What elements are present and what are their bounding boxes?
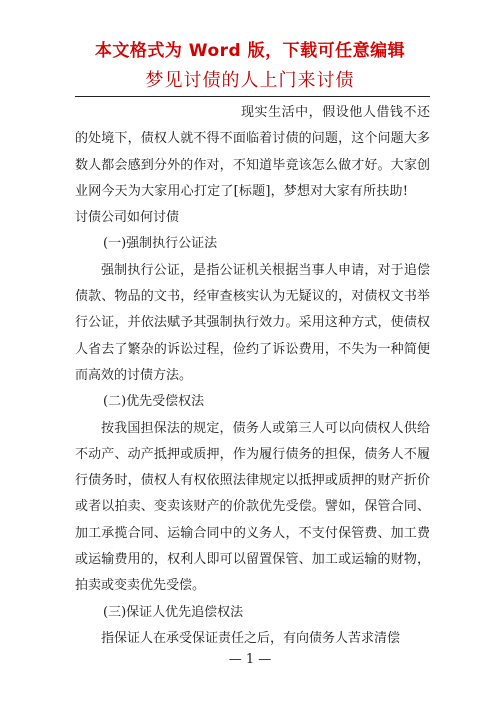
intro-paragraph <box>75 100 430 231</box>
section-paragraph: 指保证人在承受保证责任之后，有向债务人苦求清偿 <box>101 630 401 646</box>
section-heading: (一)强制执行公证法 <box>103 236 218 252</box>
document-body <box>75 100 430 652</box>
section-paragraph: 按我国担保法的规定，债务人或第三人可以向债权人供给不动产、动产抵押或质押，作为履行债务的担保，债务人不履行债务时，债权人有权依照法律规定以抵押或质押的财产折价或者以拍卖、变卖该财产的价款优先受偿。譬如，保管合同、加工承揽合同、运输合同中的义务人，不支付保管费、加工费或运输费用的，权利人即可以留置保管、加工或运输的财物，拍卖或变卖优先受偿。 <box>75 420 430 594</box>
section-paragraph: 强制执行公证，是指公证机关根据当事人申请，对于追偿债款、物品的文书，经审查核实认为无疑议的，对债权文书举行公证，并依法赋予其强制执行效力。采用这种方式，使债权人省去了繁杂的诉讼过程，俭约了诉讼费用，不失为一种简便而高效的讨债方法。 <box>75 262 430 383</box>
page-number: — 1 — <box>228 652 272 667</box>
download-banner: 本文格式为 Word 版，下载可任意编辑 <box>94 41 406 61</box>
intro-text: 现实生活中，假设他人借钱不还的处境下，债权人就不得不面临着讨债的问题，这个问题大多数人都会感到分外的作对，不知道毕竟该怎么做才好。大家创业网今天为大家用心打定了[标题]，梦想对大家有所扶助! <box>75 105 430 199</box>
intro-tail: 讨债公司如何讨债 <box>75 210 180 226</box>
title-divider <box>75 96 430 97</box>
section-heading: (二)优先受偿权法 <box>103 394 205 410</box>
page-title: 梦见讨债的人上门来讨债 <box>145 70 355 91</box>
section-heading: (三)保证人优先追偿权法 <box>103 604 244 620</box>
